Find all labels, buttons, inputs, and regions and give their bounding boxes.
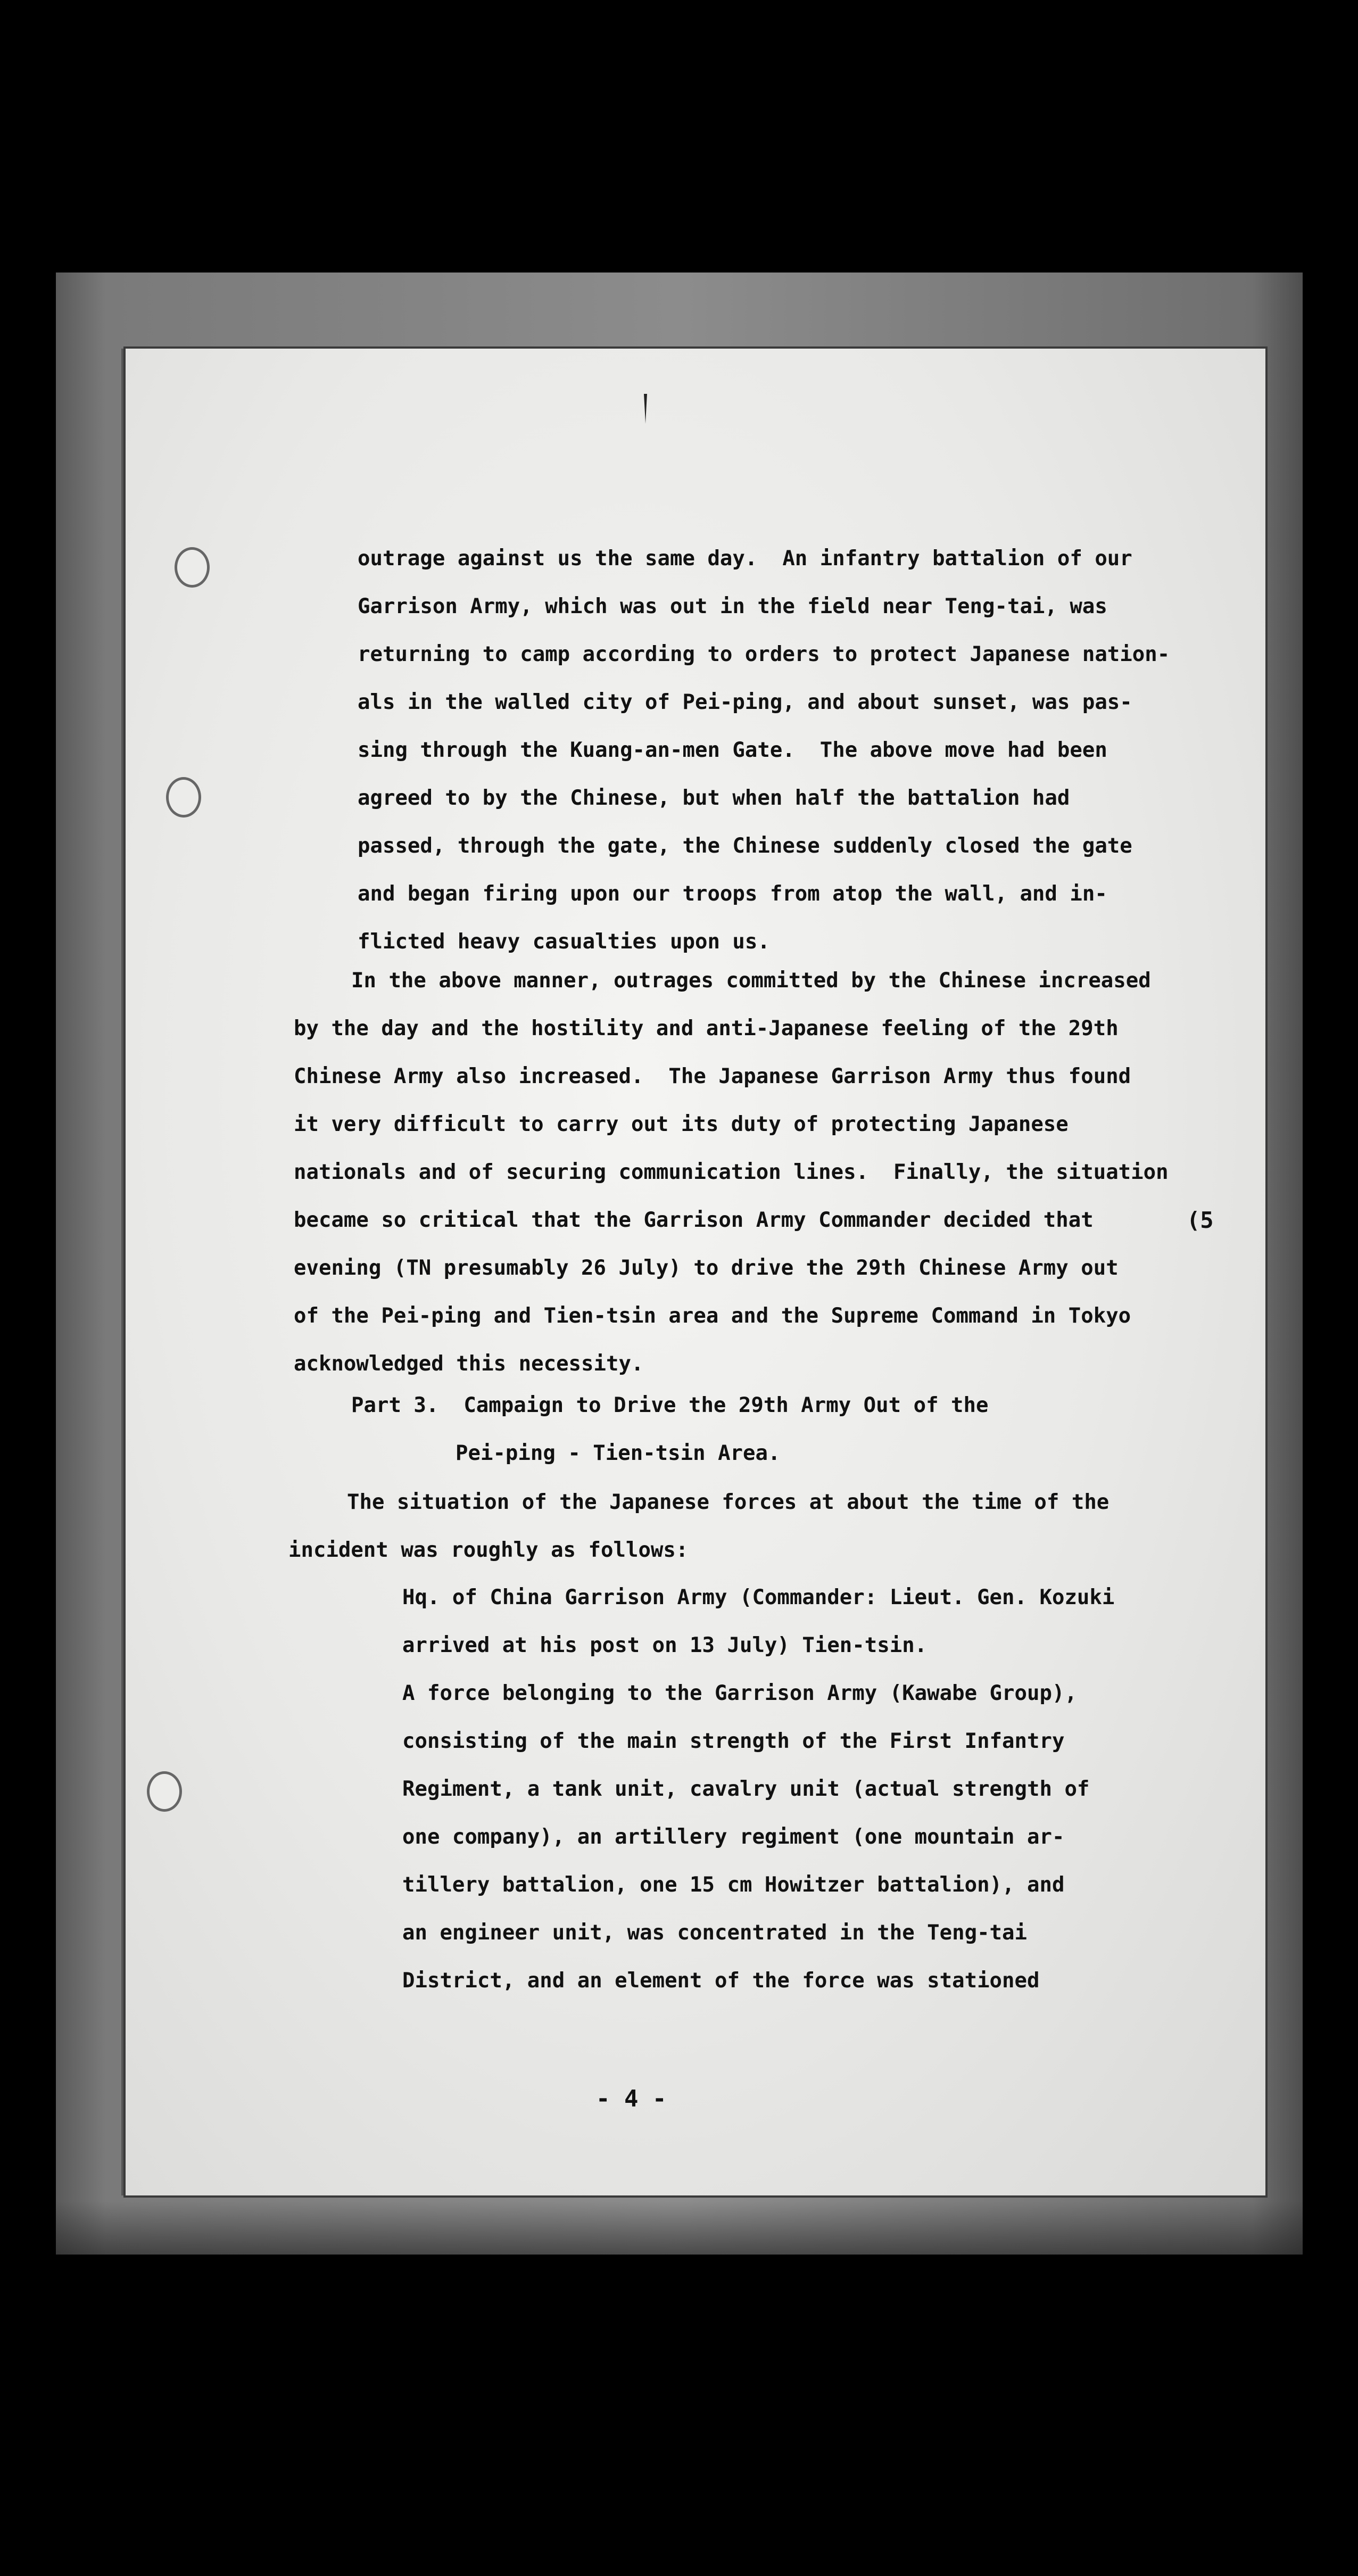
text-line: incident was roughly as follows: (288, 1538, 689, 1562)
punch-hole-middle (166, 777, 201, 818)
text-line: of the Pei-ping and Tien-tsin area and the Supreme Command in Tokyo (294, 1304, 1131, 1328)
list-item-garrison-hq (402, 1574, 1114, 1670)
text-line: nationals and of securing communication lines. Finally, the situation (294, 1160, 1169, 1184)
page-number: - 4 - (596, 2085, 667, 2112)
text-line: arrived at his post on 13 July) Tien-tsin. (402, 1633, 928, 1657)
text-line: District, and an element of the force was stationed (402, 1969, 1040, 1993)
text-line: acknowledged this necessity. (294, 1352, 644, 1376)
text-line: agreed to by the Chinese, but when half the battalion had (358, 786, 1070, 810)
punch-hole-top (175, 547, 210, 588)
text-line: it very difficult to carry out its duty of protecting Japanese (294, 1112, 1069, 1136)
text-line: Pei-ping - Tien-tsin Area. (456, 1441, 781, 1465)
text-line: evening (TN presumably 26 July) to drive the 29th Chinese Army out (294, 1256, 1119, 1280)
punch-hole-bottom (147, 1771, 182, 1812)
section-heading-part-3 (351, 1382, 988, 1477)
text-line: tillery battalion, one 15 cm Howitzer battalion), and (402, 1873, 1065, 1897)
text-line: als in the walled city of Pei-ping, and about sunset, was pas- (358, 690, 1132, 714)
text-line: Part 3. Campaign to Drive the 29th Army Out of the (351, 1393, 989, 1417)
list-item-kawabe-group (402, 1670, 1089, 2005)
text-line: Chinese Army also increased. The Japanese Garrison Army thus found (294, 1064, 1131, 1088)
margin-annotation: (5 (1187, 1207, 1214, 1233)
text-line: Garrison Army, which was out in the field near Teng-tai, was (358, 595, 1107, 618)
text-line: an engineer unit, was concentrated in the Teng-tai (402, 1921, 1027, 1945)
text-line: A force belonging to the Garrison Army (Kawabe Group), (402, 1681, 1077, 1705)
text-line: by the day and the hostility and anti-Japanese feeling of the 29th (294, 1017, 1119, 1041)
text-line: became so critical that the Garrison Army Commander decided that (294, 1208, 1094, 1232)
text-line: one company), an artillery regiment (one mountain ar- (402, 1825, 1065, 1849)
text-line: sing through the Kuang-an-men Gate. The above move had been (358, 738, 1107, 762)
text-line: In the above manner, outrages committed by the Chinese increased (351, 969, 1151, 993)
paragraph-situation-critical (294, 957, 1169, 1388)
text-line: Regiment, a tank unit, cavalry unit (actual strength of (402, 1777, 1090, 1801)
paragraph-outrage-gate (358, 535, 1170, 966)
paragraph-forces-situation (288, 1479, 1109, 1574)
text-line: Hq. of China Garrison Army (Commander: Lieut. Gen. Kozuki (402, 1586, 1115, 1609)
text-line: returning to camp according to orders to protect Japanese nation- (358, 642, 1170, 666)
text-line: The situation of the Japanese forces at about the time of the (347, 1490, 1109, 1514)
text-line: passed, through the gate, the Chinese suddenly closed the gate (358, 834, 1132, 858)
text-line: consisting of the main strength of the First Infantry (402, 1729, 1065, 1753)
ink-mark (642, 393, 649, 425)
text-line: and began firing upon our troops from atop the wall, and in- (358, 882, 1107, 906)
text-line: outrage against us the same day. An infantry battalion of our (358, 547, 1132, 571)
text-line: flicted heavy casualties upon us. (358, 930, 770, 954)
